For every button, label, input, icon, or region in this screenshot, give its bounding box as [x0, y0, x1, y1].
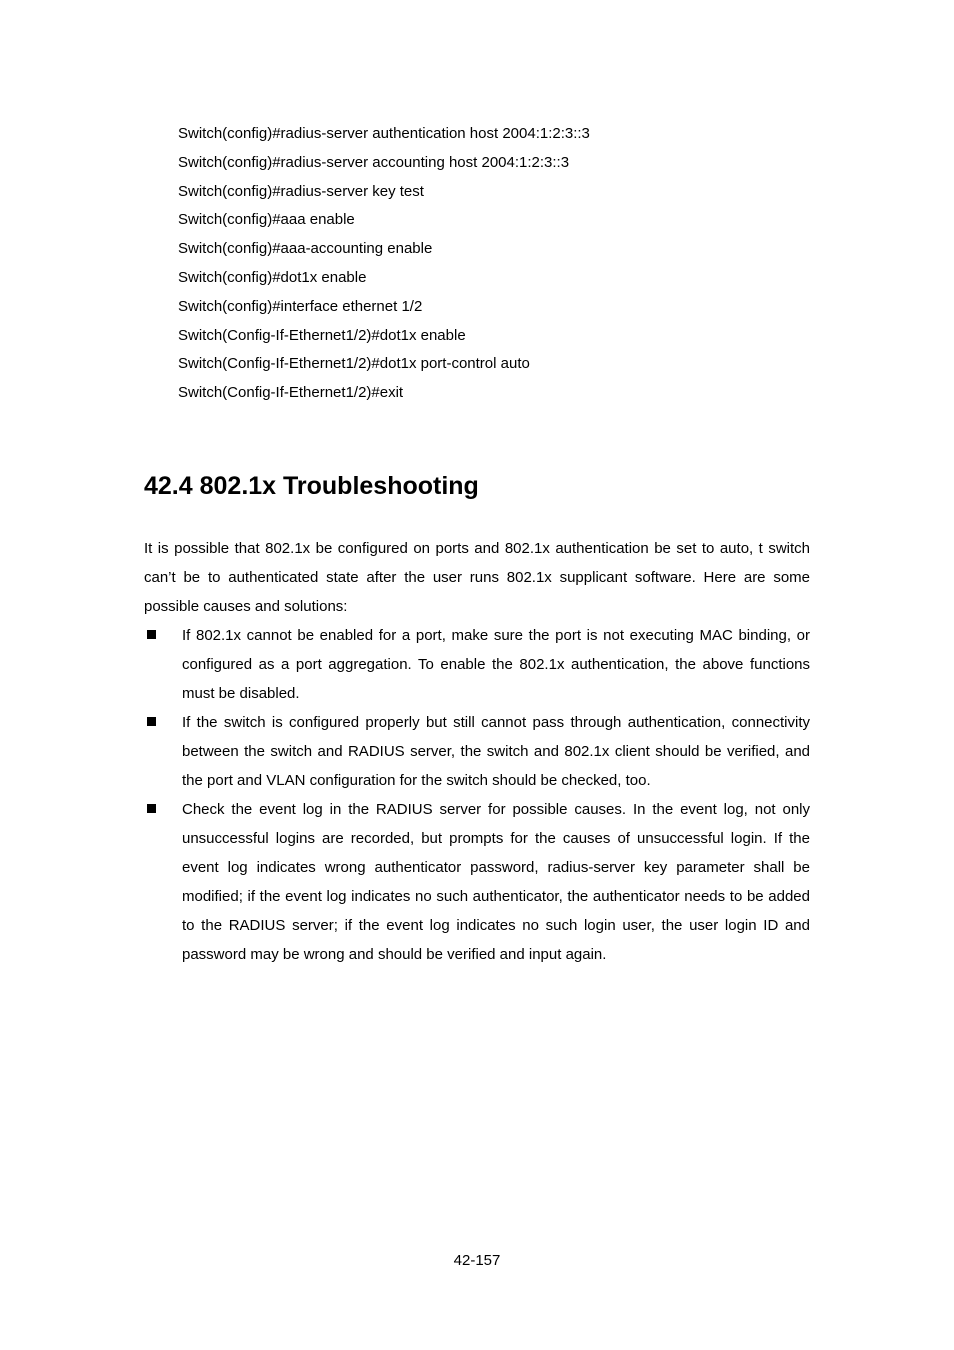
- config-command-line: Switch(config)#radius-server key test: [178, 182, 424, 200]
- list-item: [144, 621, 810, 708]
- list-item-text: If the switch is configured properly but still cannot pass through authentication, connectivity between the switch and RADIUS server, the switch and 802.1x client should be verified, and the port and VLAN configuration for the switch should be checked, too.: [182, 714, 810, 789]
- section-heading: 42.4 802.1x Troubleshooting: [144, 472, 479, 500]
- config-command-line: Switch(Config-If-Ethernet1/2)#dot1x enable: [178, 326, 466, 344]
- list-item: [144, 708, 810, 795]
- config-command-line: Switch(Config-If-Ethernet1/2)#dot1x port-control auto: [178, 355, 530, 373]
- square-bullet-icon: [147, 804, 156, 813]
- square-bullet-icon: [147, 630, 156, 639]
- troubleshooting-list: [144, 621, 810, 969]
- page-number: 42-157: [453, 1252, 501, 1269]
- list-item-text: Check the event log in the RADIUS server for possible causes. In the event log, not only unsuccessful logins are recorded, but prompts for the causes of unsuccessful login. If the event log indicates wrong authenticator password, radius-server key parameter shall be modified; if the event log indicates no such authenticator, the authenticator needs to be added to the RADIUS server; if the event log indicates no such login user, the user login ID and password may be wrong and should be verified and input again.: [182, 801, 810, 963]
- config-command-line: Switch(config)#radius-server accounting host 2004:1:2:3::3: [178, 153, 570, 171]
- config-command-line: Switch(config)#interface ethernet 1/2: [178, 297, 423, 315]
- config-command-line: Switch(config)#radius-server authentication host 2004:1:2:3::3: [178, 125, 590, 142]
- config-command-line: Switch(config)#aaa-accounting enable: [178, 240, 433, 258]
- list-item-text: If 802.1x cannot be enabled for a port, make sure the port is not executing MAC binding, or configured as a port aggregation. To enable the 802.1x authentication, the above functions must be disabled.: [182, 627, 810, 702]
- config-command-line: Switch(config)#dot1x enable: [178, 268, 367, 286]
- square-bullet-icon: [147, 717, 156, 726]
- config-command-block: [178, 120, 818, 408]
- intro-paragraph: It is possible that 802.1x be configured on ports and 802.1x authentication be set to auto, t switch can’t be to authenticated state after the user runs 802.1x supplicant software. Here are some possible causes and solutions:: [144, 540, 810, 615]
- config-command-line: Switch(config)#aaa enable: [178, 211, 355, 229]
- config-command-line: Switch(Config-If-Ethernet1/2)#exit: [178, 384, 404, 402]
- list-item: [144, 795, 810, 969]
